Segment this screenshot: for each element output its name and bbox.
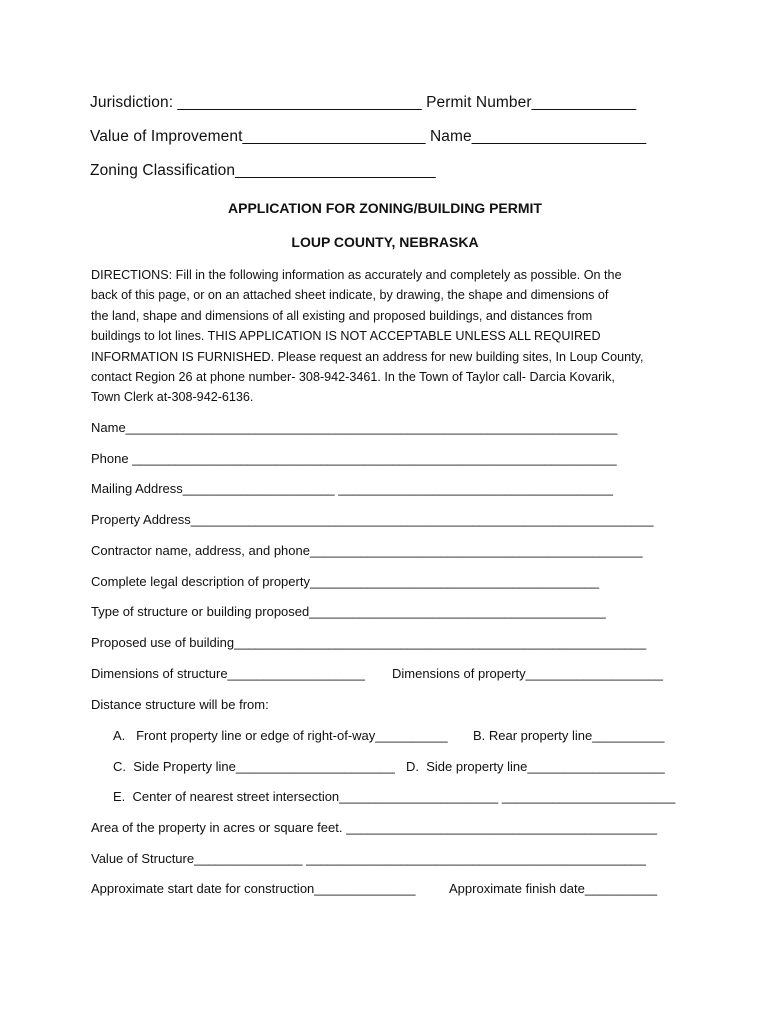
directions-line: the land, shape and dimensions of all existing and proposed buildings, and distances from	[91, 308, 593, 323]
legal-description-field: Complete legal description of property________________________________________	[91, 574, 600, 589]
dimensions-property-field: Dimensions of property___________________	[392, 666, 664, 681]
directions-line: contact Region 26 at phone number- 308-942-3461. In the Town of Taylor call- Darcia Kovarik,	[91, 370, 615, 385]
directions-line: Town Clerk at-308-942-6136.	[91, 390, 254, 405]
jurisdiction-permit-number-line: Jurisdiction: ____________________________ Permit Number____________	[90, 94, 637, 111]
area-field: Area of the property in acres or square feet. ___________________________________________	[91, 820, 657, 835]
property-address-field: Property Address________________________________________________________________	[91, 512, 654, 527]
phone-field: Phone ___________________________________________________________________	[91, 451, 617, 466]
distance-front-field: A. Front property line or edge of right-of-way__________	[113, 728, 448, 743]
directions-paragraph	[91, 265, 681, 408]
distance-side-d-field: D. Side property line___________________	[406, 759, 665, 774]
distance-label: Distance structure will be from:	[91, 697, 269, 712]
form-title: APPLICATION FOR ZONING/BUILDING PERMIT	[228, 200, 542, 216]
contractor-field: Contractor name, address, and phone______________________________________________	[91, 543, 643, 558]
directions-line: INFORMATION IS FURNISHED. Please request an address for new building sites, In Loup County,	[91, 349, 644, 364]
value-structure-field: Value of Structure_______________ _______________________________________________	[91, 851, 646, 866]
name-field: Name____________________________________________________________________	[91, 420, 618, 435]
directions-line: DIRECTIONS: Fill in the following information as accurately and completely as possible. On the	[91, 268, 622, 282]
mailing-address-field: Mailing Address_____________________ ______________________________________	[91, 481, 613, 496]
directions-line: buildings to lot lines. THIS APPLICATION IS NOT ACCEPTABLE UNLESS ALL REQUIRED	[91, 329, 601, 344]
finish-date-field: Approximate finish date__________	[449, 881, 658, 896]
dimensions-structure-field: Dimensions of structure___________________	[91, 666, 365, 681]
distance-street-field: E. Center of nearest street intersection______________________ ________________________	[113, 789, 676, 804]
value-improvement-name-line: Value of Improvement_____________________ Name____________________	[90, 128, 647, 145]
distance-side-c-field: C. Side Property line______________________	[113, 759, 395, 774]
start-date-field: Approximate start date for construction______________	[91, 881, 416, 896]
directions-line: back of this page, or on an attached sheet indicate, by drawing, the shape and dimensions of	[91, 288, 609, 303]
distance-rear-field: B. Rear property line__________	[473, 728, 665, 743]
county-title: LOUP COUNTY, NEBRASKA	[291, 234, 479, 250]
zoning-classification-line: Zoning Classification_______________________	[90, 162, 436, 179]
structure-type-field: Type of structure or building proposed_________________________________________	[91, 604, 606, 619]
proposed-use-field: Proposed use of building_________________________________________________________	[91, 635, 647, 650]
